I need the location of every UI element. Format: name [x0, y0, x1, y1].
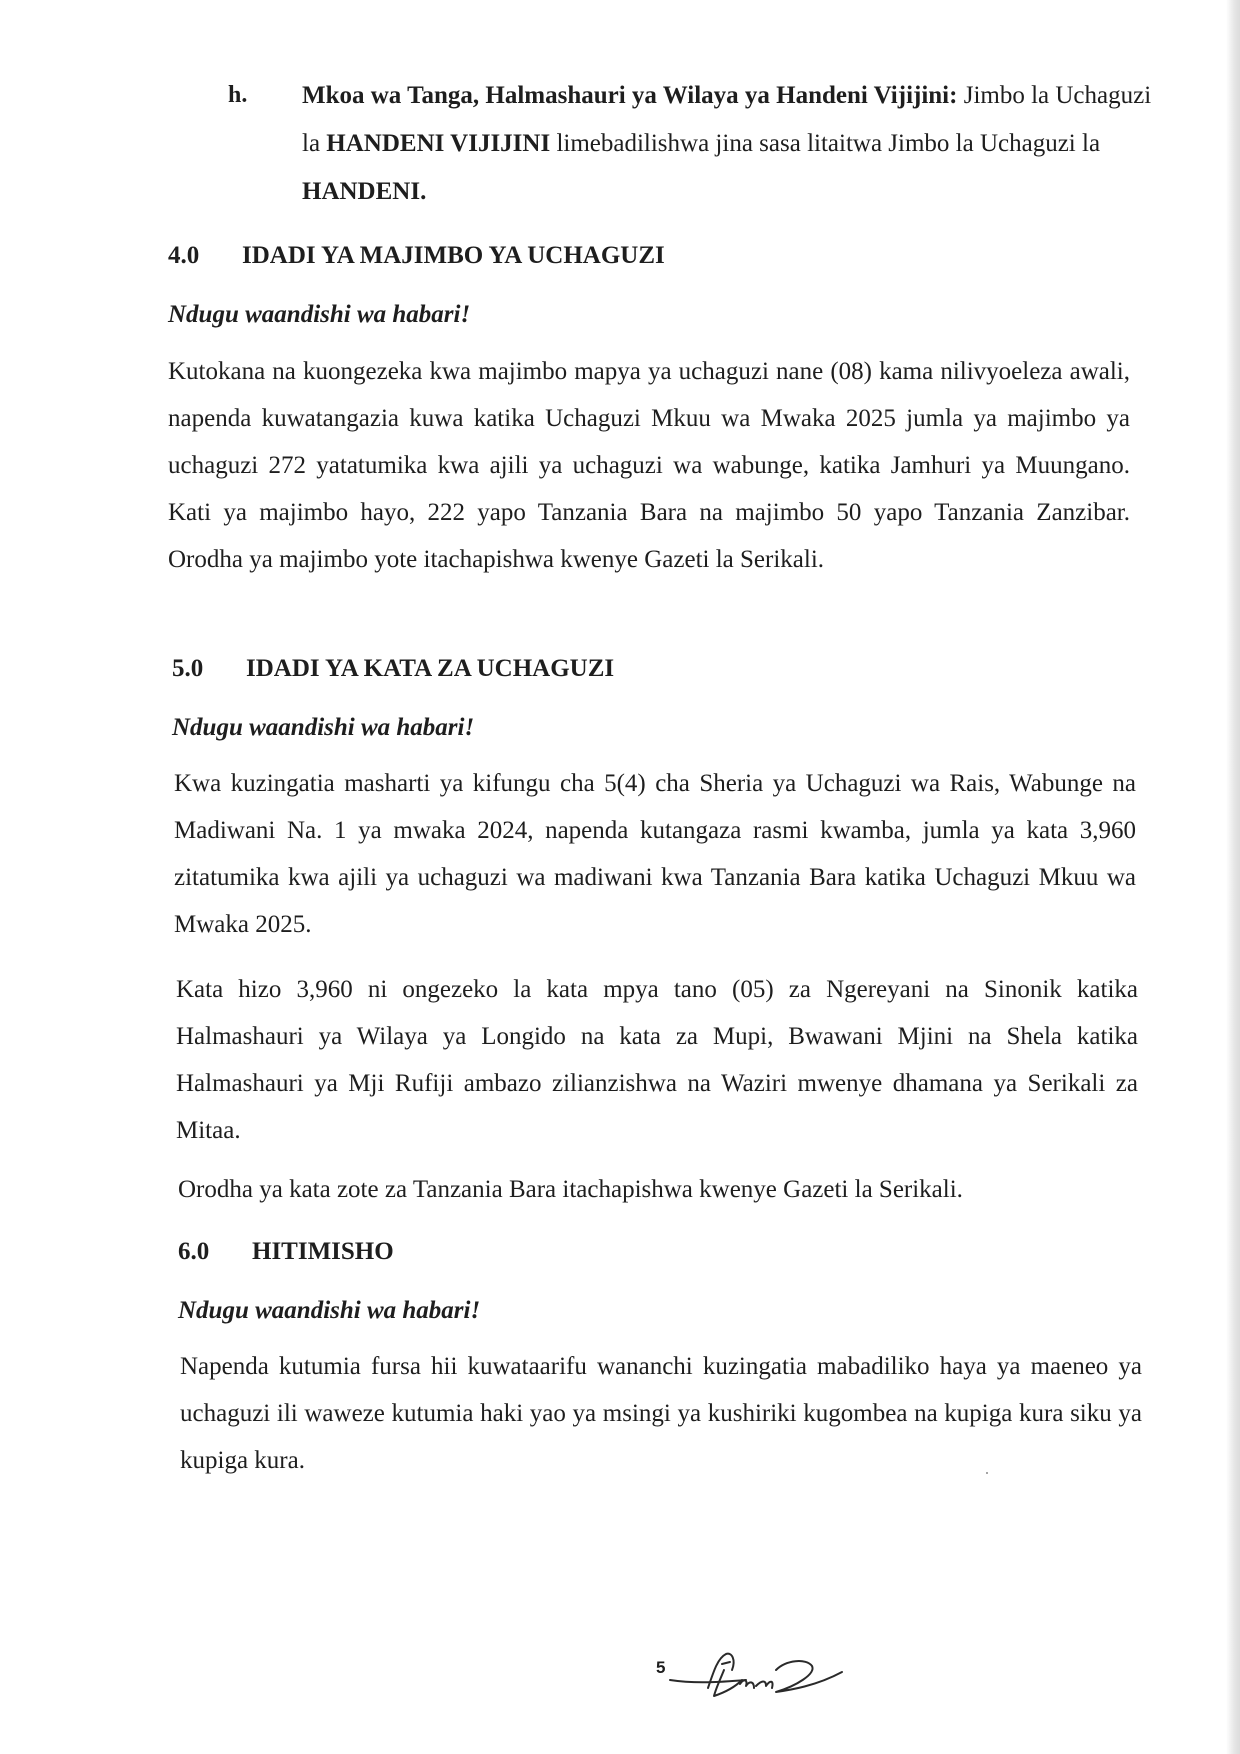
section-title: IDADI YA KATA ZA UCHAGUZI — [246, 655, 615, 682]
footer-signature-area — [656, 1640, 846, 1720]
page-edge-shadow — [1226, 0, 1240, 1754]
section-title: HITIMISHO — [252, 1238, 394, 1265]
page-number: 5 — [656, 1658, 666, 1677]
section-4-paragraph: Kutokana na kuongezeka kwa majimbo mapya ya uchaguzi nane (08) kama nilivyoeleza awali, napenda kuwatangazia kuwa katika Uchaguzi Mkuu wa Mwaka 2025 jumla ya majimbo ya uchaguzi 272 yatatumika kwa ajili ya uchaguzi wa wabunge, katika Jamhuri ya Muungano. Kati ya majimbo hayo, 222 yapo Tanzania Bara na majimbo 50 yapo Tanzania Zanzibar. Orodha ya majimbo yote itachapishwa kwenye Gazeti la Serikali. — [168, 358, 1130, 573]
section-6-greeting: Ndugu waandishi wa habari! — [178, 1297, 481, 1324]
section-5-paragraph-1: Kwa kuzingatia masharti ya kifungu cha 5(4) cha Sheria ya Uchaguzi wa Rais, Wabunge na Madiwani Na. 1 ya mwaka 2024, napenda kutangaza rasmi kwamba, jumla ya kata 3,960 zitatumika kwa ajili ya uchaguzi wa madiwani kwa Tanzania Bara katika Uchaguzi Mkuu wa Mwaka 2025. — [174, 770, 1136, 938]
section-number: 5.0 — [172, 655, 204, 682]
section-5-paragraph-3: Orodha ya kata zote za Tanzania Bara itachapishwa kwenye Gazeti la Serikali. — [178, 1176, 963, 1203]
section-5-greeting: Ndugu waandishi wa habari! — [172, 714, 475, 741]
scan-speck — [986, 1472, 988, 1474]
list-item-text — [302, 72, 1162, 216]
item-text-part2: limebadilishwa jina sasa litaitwa Jimbo la Uchaguzi la — [550, 130, 1101, 157]
section-4-greeting: Ndugu waandishi wa habari! — [168, 301, 471, 328]
list-marker: h. — [228, 82, 248, 108]
handwritten-signature-icon — [666, 1640, 846, 1720]
section-5-paragraph-2: Kata hizo 3,960 ni ongezeko la kata mpya tano (05) za Ngereyani na Sinonik katika Halmashauri ya Wilaya ya Longido na kata za Mupi, Bwawani Mjini na Shela katika Halmashauri ya Mji Rufiji ambazo zilianzishwa na Waziri mwenye dhamana ya Serikali za Mitaa. — [176, 976, 1138, 1144]
section-title: IDADI YA MAJIMBO YA UCHAGUZI — [242, 242, 665, 269]
section-6-heading — [178, 1234, 394, 1270]
item-text-part1: Jimbo la Uchaguzi la — [302, 82, 1152, 157]
section-5-heading — [172, 651, 614, 687]
new-constituency-name: HANDENI. — [302, 178, 427, 205]
section-6-paragraph: Napenda kutumia fursa hii kuwataarifu wananchi kuzingatia mabadiliko haya ya maeneo ya uchaguzi ili waweze kutumia haki yao ya msingi ya kushiriki kugombea na kupiga kura siku ya kupiga kura. — [180, 1353, 1142, 1474]
section-4-heading — [168, 238, 665, 274]
section-number: 4.0 — [168, 242, 200, 269]
old-constituency-name: HANDENI VIJIJINI — [326, 130, 551, 157]
region-lead: Mkoa wa Tanga, Halmashauri ya Wilaya ya Handeni Vijijini: — [302, 82, 958, 109]
section-number: 6.0 — [178, 1238, 210, 1265]
